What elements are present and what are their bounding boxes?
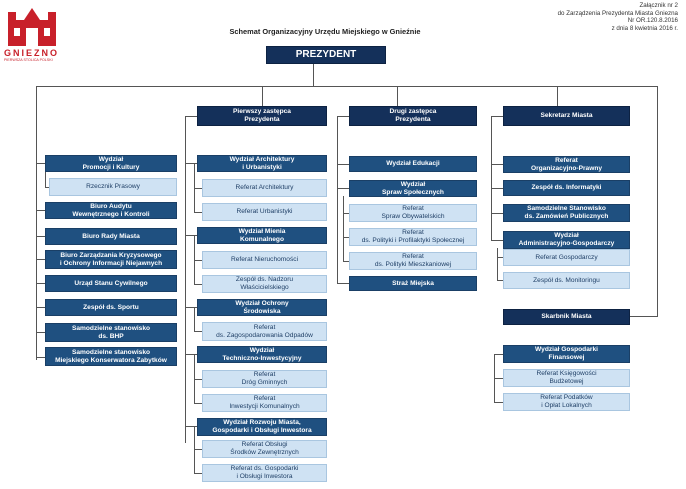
col1-unit-bhp: Samodzielne stanowisko ds. BHP: [45, 323, 177, 342]
logo-subtitle: PIERWSZA STOLICA POLSKI: [4, 58, 53, 62]
col1-unit-usc: Urząd Stanu Cywilnego: [45, 275, 177, 292]
col2-unit-drogi: Referat Dróg Gminnych: [202, 370, 327, 388]
col2-unit-mienie: Wydział Mienia Komunalnego: [197, 227, 327, 244]
col3-unit-mieszkaniowa: Referat ds. Polityki Mieszkaniowej: [349, 252, 477, 270]
col1-unit-sport: Zespół ds. Sportu: [45, 299, 177, 316]
col2-unit-rozwoj: Wydział Rozwoju Miasta, Gospodarki i Obsługi Inwestora: [197, 418, 327, 436]
col4-unit-informatyka: Zespół ds. Informatyki: [503, 180, 630, 196]
col2-unit-srodki: Referat Obsługi Środków Zewnętrznych: [202, 440, 327, 458]
col2-unit-ref-nieruchomosci: Referat Nieruchomości: [202, 251, 327, 269]
col4-unit-monitoring: Zespół ds. Monitoringu: [503, 272, 630, 289]
col1-unit-konserwator: Samodzielne stanowisko Miejskiego Konserwatora Zabytków: [45, 347, 177, 366]
col3-unit-edukacja: Wydział Edukacji: [349, 156, 477, 172]
col3-unit-profilaktyka: Referat ds. Polityki i Profilaktyki Społecznej: [349, 228, 477, 246]
col2-unit-odpady: Referat ds. Zagospodarowania Odpadów: [202, 322, 327, 341]
col2-unit-architektura: Wydział Architektury i Urbanistyki: [197, 155, 327, 172]
col2-unit-nadzor: Zespół ds. Nadzoru Właścicielskiego: [202, 275, 327, 293]
col4-unit-administracja: Wydział Administracyjno-Gospodarczy: [503, 231, 630, 249]
document-reference: Załącznik nr 2 do Zarządzenia Prezydenta Miasta Gniezna Nr OR.120.8.2016 z dnia 8 kwietnia 2016 r.: [557, 2, 678, 32]
col2-unit-inwestycje: Referat Inwestycji Komunalnych: [202, 394, 327, 412]
treasurer-box: Skarbnik Miasta: [503, 309, 630, 325]
col5-unit-ksiegowosc: Referat Księgowości Budżetowej: [503, 369, 630, 387]
col5-unit-finanse: Wydział Gospodarki Finansowej: [503, 345, 630, 363]
col1-unit-audyt: Biuro Audytu Wewnętrznego i Kontroli: [45, 202, 177, 219]
president-box: PREZYDENT: [266, 46, 386, 64]
chart-title: Schemat Organizacyjny Urzędu Miejskiego w Gnieźnie: [229, 27, 421, 36]
col4-unit-gospodarczy: Referat Gospodarczy: [503, 249, 630, 266]
col4-unit-organizacyjny: Referat Organizacyjno-Prawny: [503, 156, 630, 173]
col3-unit-spoleczne: Wydział Spraw Społecznych: [349, 180, 477, 197]
col1-unit-promocji: Wydział Promocji i Kultury: [45, 155, 177, 172]
col2-unit-ochrona: Wydział Ochrony Środowiska: [197, 299, 327, 316]
first-deputy-box: Pierwszy zastępca Prezydenta: [197, 106, 327, 126]
castle-icon: [6, 6, 58, 48]
col2-unit-techniczny: Wydział Techniczno-Inwestycyjny: [197, 346, 327, 363]
col4-unit-zamowienia: Samodzielne Stanowisko ds. Zamówień Publicznych: [503, 204, 630, 222]
col1-unit-rada: Biuro Rady Miasta: [45, 228, 177, 245]
col3-unit-obywatelskie: Referat Spraw Obywatelskich: [349, 204, 477, 222]
col2-unit-ref-urbanistyki: Referat Urbanistyki: [202, 203, 327, 221]
second-deputy-box: Drugi zastępca Prezydenta: [349, 106, 477, 126]
logo-text: GNIEZNO: [4, 48, 60, 58]
col1-unit-kryzys: Biuro Zarządzania Kryzysowego i Ochrony Informacji Niejawnych: [45, 250, 177, 269]
col2-unit-gospodarka: Referat ds. Gospodarki i Obsługi Inwestora: [202, 464, 327, 482]
secretary-box: Sekretarz Miasta: [503, 106, 630, 126]
col1-unit-rzecznik: Rzecznik Prasowy: [49, 178, 177, 196]
col2-unit-ref-architektury: Referat Architektury: [202, 179, 327, 197]
col5-unit-podatki: Referat Podatków i Opłat Lokalnych: [503, 393, 630, 411]
col3-unit-straz: Straż Miejska: [349, 276, 477, 291]
